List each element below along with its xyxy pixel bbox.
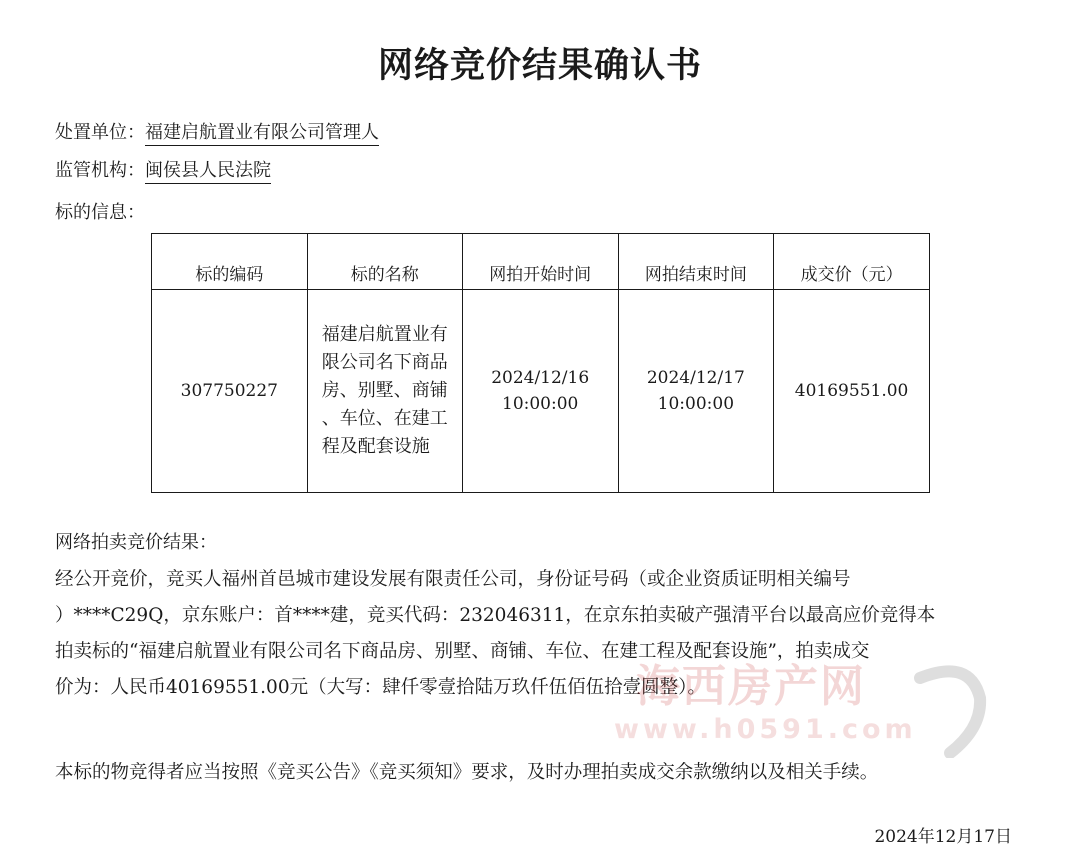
start-date: 2024/12/16 bbox=[491, 368, 590, 388]
supervisor-row bbox=[55, 156, 271, 182]
watermark-text: 海西房产网 bbox=[636, 661, 866, 712]
result-heading: 网络拍卖竞价结果： bbox=[55, 532, 217, 553]
result-line: ）****C29Q，京东账户：首****建，竞买代码：232046311，在京东拍卖破产强清平台以最高应价竞得本 bbox=[55, 605, 936, 626]
end-clock: 10:00:00 bbox=[657, 394, 735, 414]
table-row bbox=[152, 290, 930, 493]
header-item-code: 标的编码 bbox=[152, 234, 308, 290]
result-paragraph bbox=[55, 562, 1020, 706]
end-date: 2024/12/17 bbox=[646, 368, 745, 388]
cell-end-time bbox=[618, 290, 774, 493]
table-header-row bbox=[152, 234, 930, 290]
disposal-unit-row bbox=[55, 118, 379, 144]
item-name-text bbox=[322, 321, 448, 461]
document-title: 网络竞价结果确认书 bbox=[377, 46, 702, 86]
header-item-name: 标的名称 bbox=[307, 234, 462, 290]
result-line: 经公开竞价，竞买人福州首邑城市建设发展有限责任公司，身份证号码（或企业资质证明相关编号 bbox=[55, 569, 851, 590]
header-end-time: 网拍结束时间 bbox=[618, 234, 774, 290]
supervisor-value: 闽侯县人民法院 bbox=[145, 160, 271, 184]
cell-item-name bbox=[307, 290, 462, 493]
cell-item-code: 307750227 bbox=[152, 290, 308, 493]
watermark-url: www.h0591.com bbox=[614, 714, 917, 745]
cell-start-time bbox=[462, 290, 618, 493]
header-start-time: 网拍开始时间 bbox=[462, 234, 618, 290]
item-name-line: 房、别墅、商铺 bbox=[321, 380, 448, 401]
disposal-unit-label: 处置单位： bbox=[55, 122, 145, 143]
item-name-line: 程及配套设施 bbox=[321, 436, 430, 457]
disposal-unit-value: 福建启航置业有限公司管理人 bbox=[145, 122, 379, 146]
item-name-line: 、车位、在建工 bbox=[321, 408, 448, 429]
result-line: 拍卖标的“福建启航置业有限公司名下商品房、别墅、商铺、车位、在建工程及配套设施”，拍卖成交 bbox=[55, 641, 870, 662]
result-line: 价为：人民币40169551.00元（大写：肆仟零壹拾陆万玖仟伍佰伍拾壹圆整）。 bbox=[55, 677, 706, 698]
start-clock: 10:00:00 bbox=[502, 394, 579, 414]
supervisor-label: 监管机构： bbox=[55, 160, 145, 181]
document-date: 2024年12月17日 bbox=[874, 827, 1012, 847]
item-name-line: 福建启航置业有 bbox=[321, 324, 448, 345]
header-price: 成交价（元） bbox=[774, 234, 930, 290]
cell-price: 40169551.00 bbox=[774, 290, 930, 493]
notice-paragraph: 本标的物竞得者应当按照《竞买公告》《竞买须知》要求，及时办理拍卖成交余款缴纳以及相关手续。 bbox=[55, 762, 879, 783]
item-name-line: 限公司名下商品 bbox=[321, 352, 448, 373]
item-info-label: 标的信息： bbox=[55, 202, 145, 223]
item-info-table bbox=[151, 233, 930, 493]
